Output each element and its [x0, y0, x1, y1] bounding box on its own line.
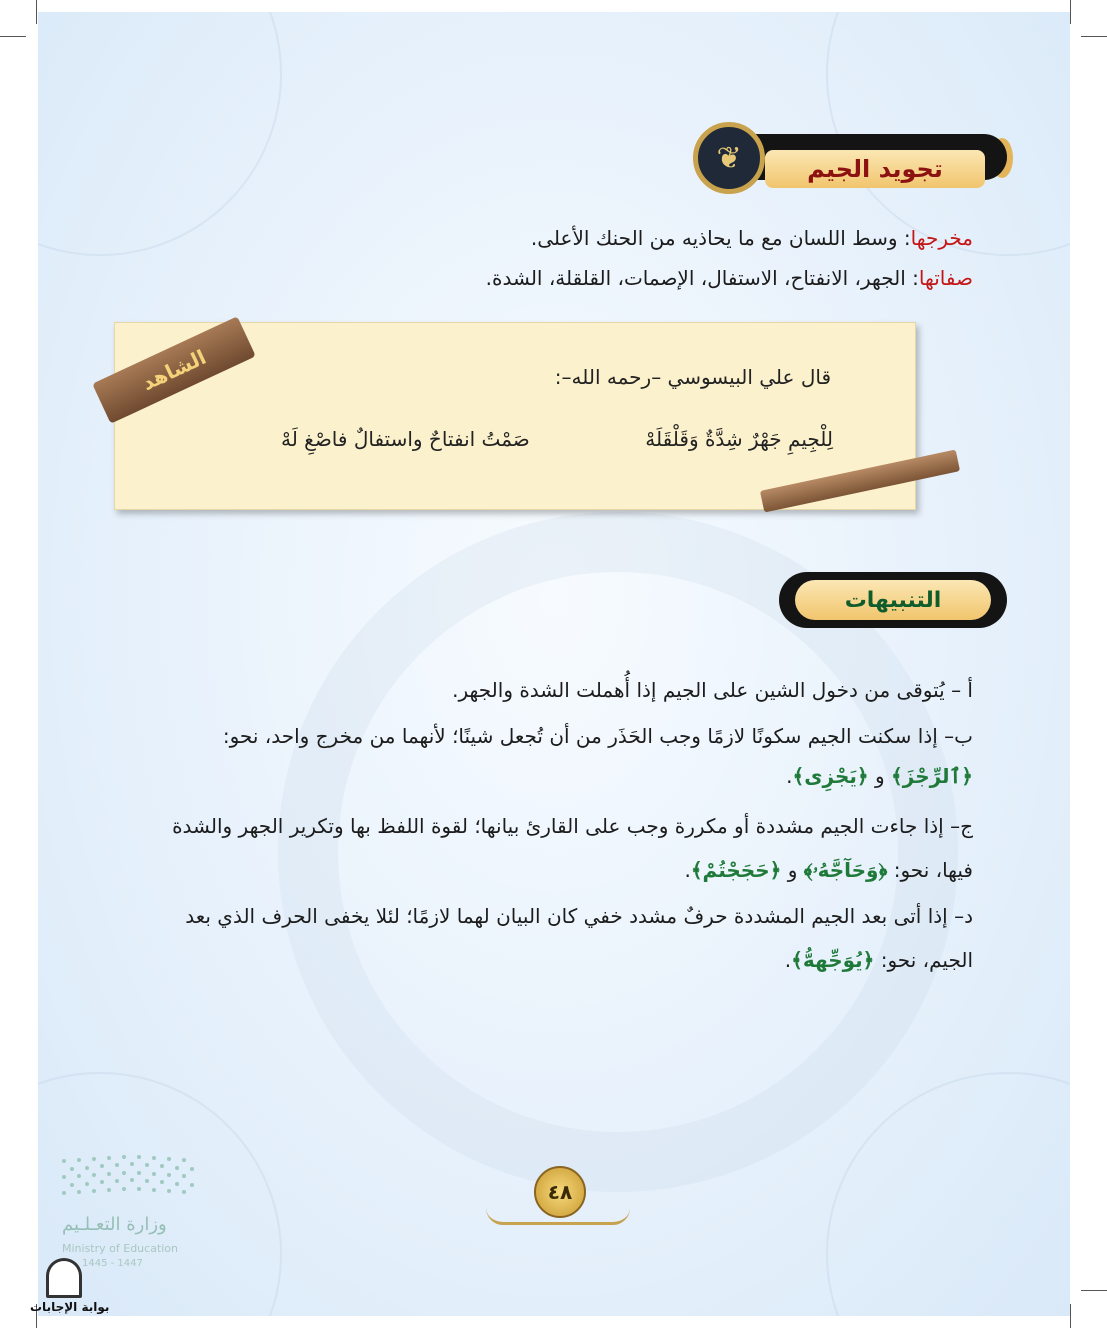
note-b-examples: ﴿ٱلرِّجْزَ﴾ و ﴿يَجْزِى﴾.: [786, 764, 973, 788]
logo-dot: [145, 1179, 149, 1183]
notes-title: التنبيهات: [844, 587, 942, 613]
notes-banner-inner: [795, 580, 991, 620]
crop-mark: [36, 0, 37, 24]
logo-dot: [182, 1158, 186, 1162]
logo-dot: [122, 1155, 126, 1159]
logo-dot: [70, 1183, 74, 1187]
section-banner: [685, 122, 1007, 194]
logo-dot: [182, 1190, 186, 1194]
background-ornament: [826, 1072, 1070, 1316]
logo-dot: [160, 1164, 164, 1168]
logo-dot: [92, 1157, 96, 1161]
logo-dot: [115, 1163, 119, 1167]
conjunction: و: [875, 764, 885, 788]
crop-mark: [0, 36, 26, 37]
section-title: تجويد الجيم: [807, 155, 943, 183]
quran-example: ﴿يَجْزِى﴾: [792, 764, 869, 788]
logo-dot: [85, 1182, 89, 1186]
logo-dot: [92, 1189, 96, 1193]
logo-dot: [137, 1187, 141, 1191]
logo-dot: [77, 1174, 81, 1178]
logo-dot: [100, 1164, 104, 1168]
logo-dot: [137, 1155, 141, 1159]
shahid-attribution: قال علي البيسوسي –رحمه الله–:: [554, 365, 831, 389]
logo-dot: [152, 1156, 156, 1160]
note-d: د– إذا أتى بعد الجيم المشددة حرفٌ مشدد خفي كان البيان لهما لازمًا؛ لئلا يخفى الحرف الذي بعد: [185, 904, 973, 928]
logo-dot: [167, 1157, 171, 1161]
logo-dot: [107, 1188, 111, 1192]
quran-example: ﴿ٱلرِّجْزَ﴾: [891, 764, 973, 788]
logo-dot: [62, 1175, 66, 1179]
logo-dot: [62, 1159, 66, 1163]
notes-banner: [779, 572, 1007, 628]
grape-emblem-icon: ❦: [693, 122, 765, 194]
ministry-name-en: Ministry of Education: [62, 1242, 179, 1255]
makhraj-label: مخرجها: [910, 226, 973, 250]
note-c-examples: فيها، نحو: ﴿وَحَآجَّهُۥ﴾ و ﴿حَجَجْتُمْ﴾.: [684, 858, 973, 882]
logo-dot: [115, 1179, 119, 1183]
note-a: أ – يُتوقى من دخول الشين على الجيم إذا أُهملت الشدة والجهر.: [452, 678, 973, 702]
logo-dot: [107, 1172, 111, 1176]
logo-dot: [182, 1174, 186, 1178]
verse-right: لِلْجِيمِ جَهْرٌ شِدَّةٌ وَقَلْقَلَهْ: [645, 427, 833, 451]
ministry-year: 1445 - 1447: [82, 1258, 143, 1269]
logo-dot: [190, 1183, 194, 1187]
logo-dot: [175, 1182, 179, 1186]
logo-dot: [100, 1180, 104, 1184]
note-c-prefix: فيها، نحو:: [893, 858, 973, 882]
logo-dot: [145, 1163, 149, 1167]
logo-dot: [130, 1178, 134, 1182]
sifat-text: : الجهر، الانفتاح، الاستفال، الإصمات، القلقلة، الشدة.: [485, 266, 919, 290]
logo-dot: [122, 1187, 126, 1191]
logo-dot: [152, 1188, 156, 1192]
conjunction: و: [787, 858, 798, 882]
sifat-line: [486, 266, 973, 290]
note-d-prefix: الجيم، نحو:: [880, 948, 973, 972]
logo-dot: [137, 1171, 141, 1175]
logo-dot: [70, 1167, 74, 1171]
note-c: ج– إذا جاءت الجيم مشددة أو مكررة وجب على القارئ بيانها؛ لقوة اللفظ بها وتكرير الجهر والشدة: [172, 814, 973, 838]
quran-example: ﴿حَجَجْتُمْ﴾: [690, 858, 782, 882]
makhraj-line: [531, 226, 973, 250]
logo-dot: [167, 1189, 171, 1193]
logo-dot: [77, 1190, 81, 1194]
ministry-logo-icon: [62, 1154, 196, 1196]
logo-dot: [160, 1180, 164, 1184]
logo-dot: [190, 1167, 194, 1171]
banner-inner: [765, 150, 985, 188]
logo-dot: [85, 1166, 89, 1170]
logo-dot: [122, 1171, 126, 1175]
site-name: بوابة الإجابات: [30, 1300, 110, 1314]
logo-dot: [152, 1172, 156, 1176]
logo-dot: [130, 1162, 134, 1166]
background-ornament: [38, 12, 282, 256]
page-number: ٤٨: [534, 1166, 586, 1218]
sifat-label: صفاتها: [918, 266, 973, 290]
logo-dot: [92, 1173, 96, 1177]
note-d-examples: الجيم، نحو: ﴿يُوَجِّههُّ﴾.: [784, 948, 973, 972]
logo-dot: [62, 1191, 66, 1195]
textbook-page: [38, 12, 1070, 1316]
crop-mark: [1070, 0, 1071, 24]
crop-mark: [1081, 1290, 1107, 1291]
note-b: ب– إذا سكنت الجيم سكونًا لازمًا وجب الحَذَر من أن تُجعل شينًا؛ لأنهما من مخرج واحد، نحو:: [222, 724, 973, 748]
shahid-ribbon-label: الشاهد: [138, 344, 210, 396]
logo-dot: [77, 1158, 81, 1162]
logo-dot: [167, 1173, 171, 1177]
logo-dot: [175, 1166, 179, 1170]
site-logo-icon: [46, 1258, 82, 1298]
crop-mark: [1070, 1304, 1071, 1328]
crop-mark: [1081, 36, 1107, 37]
logo-dot: [107, 1156, 111, 1160]
ministry-name-ar: وزارة التعـلـيم: [62, 1214, 167, 1235]
verse-left: صَمْتُ انفتاحٌ واستفالٌ فاصْغِ لَهْ: [281, 427, 530, 451]
quran-example: ﴿وَحَآجَّهُۥ﴾: [803, 858, 888, 882]
makhraj-text: : وسط اللسان مع ما يحاذيه من الحنك الأعلى.: [530, 226, 911, 250]
quran-example: ﴿يُوَجِّههُّ﴾: [791, 948, 875, 972]
page-number-ornament: [486, 1208, 630, 1225]
